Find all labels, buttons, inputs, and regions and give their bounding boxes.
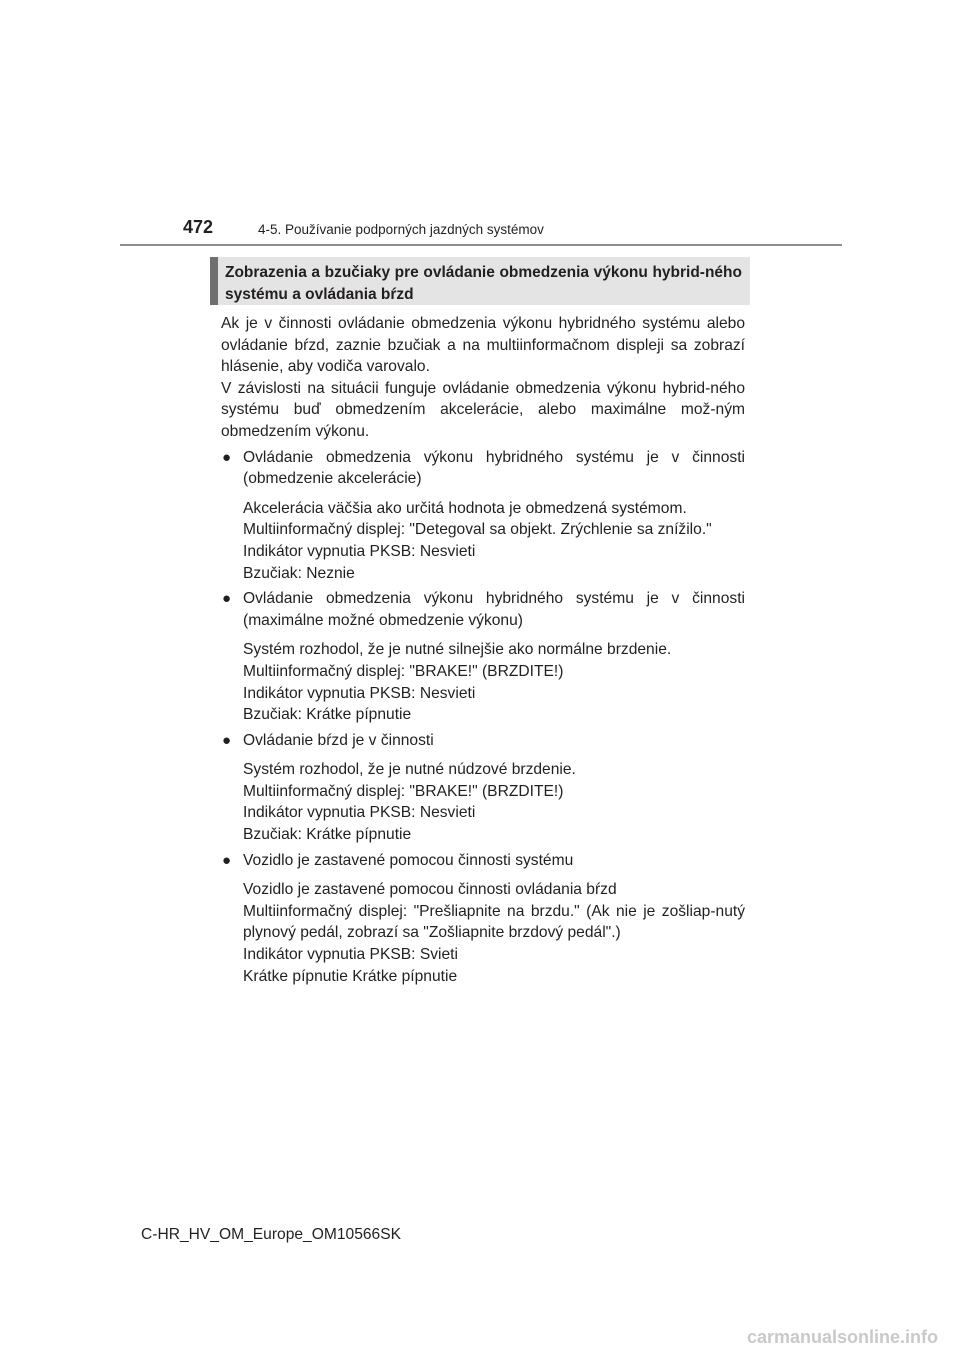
running-head: 4-5. Používanie podporných jazdných systémov [258, 222, 544, 237]
detail-line: Multiinformačný displej: "Detegoval sa objekt. Zrýchlenie sa znížilo." [243, 521, 712, 539]
detail-line: Vozidlo je zastavené pomocou činnosti ovládania bŕzd [243, 881, 617, 899]
detail-line: Multiinformačný displej: "BRAKE!" (BRZDITE!) [243, 662, 564, 680]
bullet-dot-icon: ● [222, 731, 232, 749]
intro-paragraph-2: V závislosti na situácii funguje ovládanie obmedzenia výkonu hybrid-ného systému buď obmedzením akcelerácie, alebo maximálne mož-ným obmedzením výkonu. [221, 379, 745, 440]
detail-line: Indikátor vypnutia PKSB: Nesvieti [243, 542, 476, 560]
intro-paragraph-1: Ak je v činnosti ovládanie obmedzenia výkonu hybridného systému alebo ovládanie bŕzd, zaznie bzučiak a na multiinformačnom displeji sa zobrazí hlásenie, aby vodiča varovalo. [221, 315, 745, 376]
bullet-item-3 [221, 730, 745, 752]
detail-line: Systém rozhodol, že je nutné silnejšie ako normálne brzdenie. [243, 641, 672, 659]
bullet-dot-icon: ● [222, 590, 232, 608]
bullet-item-4 [221, 850, 745, 872]
body-content [221, 313, 745, 990]
bullet-details-3 [221, 759, 745, 845]
section-title: Zobrazenia a bzučiaky pre ovládanie obmedzenia výkonu hybrid-ného systému a ovládania bŕzd [225, 264, 742, 303]
detail-line: Multiinformačný displej: "BRAKE!" (BRZDITE!) [243, 782, 564, 800]
bullet-item-2 [221, 588, 745, 631]
detail-line: Bzučiak: Neznie [243, 564, 355, 582]
detail-line: Systém rozhodol, že je nutné núdzové brzdenie. [243, 761, 576, 779]
bullet-title: Ovládanie obmedzenia výkonu hybridného systému je v činnosti (obmedzenie akcelerácie) [243, 448, 745, 488]
section-heading-box [210, 257, 750, 305]
bullet-dot-icon: ● [222, 448, 232, 466]
footer-doc-code: C-HR_HV_OM_Europe_OM10566SK [141, 1226, 402, 1243]
bullet-dot-icon: ● [222, 851, 232, 869]
detail-line: Krátke pípnutie Krátke pípnutie [243, 967, 458, 985]
bullet-title: Vozidlo je zastavené pomocou činnosti systému [243, 851, 574, 869]
page-number: 472 [183, 217, 214, 237]
detail-line: Bzučiak: Krátke pípnutie [243, 706, 412, 724]
detail-line: Bzučiak: Krátke pípnutie [243, 826, 412, 844]
detail-line: Multiinformačný displej: "Prešliapnite na brzdu." (Ak nie je zošliap-nutý plynový pedál, zobrazí sa "Zošliapnite brzdový pedál".) [243, 902, 745, 942]
header-rule [120, 244, 842, 246]
detail-line: Indikátor vypnutia PKSB: Nesvieti [243, 804, 476, 822]
bullet-details-4 [221, 879, 745, 987]
watermark: carmanualsonline.info [746, 1327, 938, 1347]
detail-line: Akcelerácia väčšia ako určitá hodnota je obmedzená systémom. [243, 499, 687, 517]
detail-line: Indikátor vypnutia PKSB: Svieti [243, 946, 458, 964]
bullet-title: Ovládanie bŕzd je v činnosti [243, 731, 434, 749]
bullet-title: Ovládanie obmedzenia výkonu hybridného systému je v činnosti (maximálne možné obmedzenie výkonu) [243, 590, 745, 629]
bullet-details-2 [221, 639, 745, 725]
bullet-item-1 [221, 447, 745, 490]
bullet-details-1 [221, 498, 745, 584]
detail-line: Indikátor vypnutia PKSB: Nesvieti [243, 684, 476, 702]
